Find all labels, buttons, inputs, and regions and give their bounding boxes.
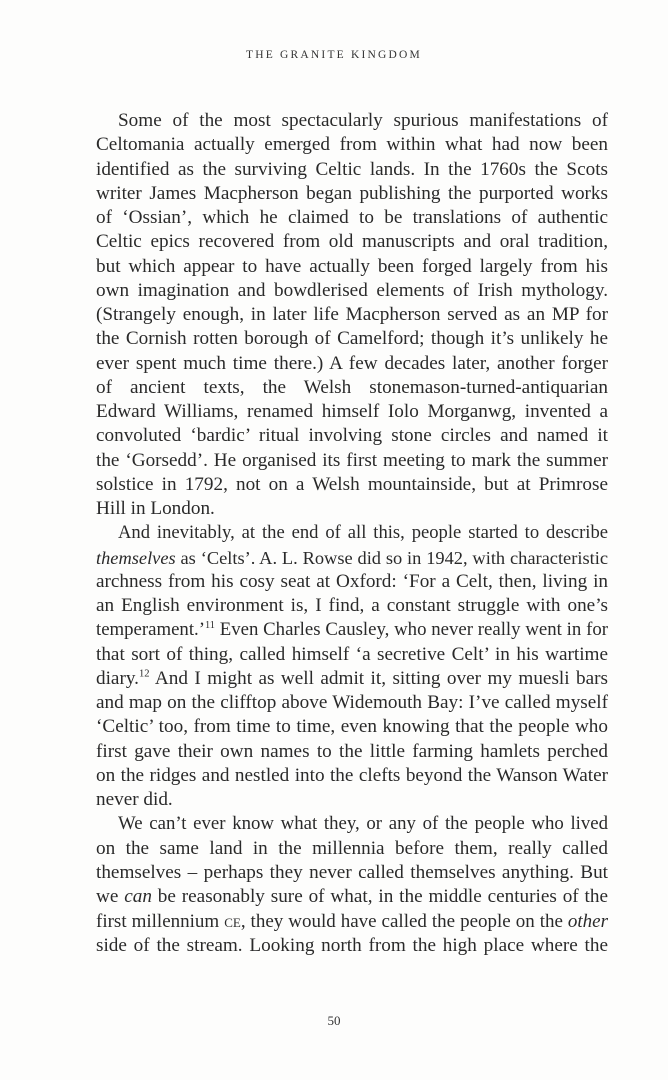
text-line: on the same land in the millennia before them, really called <box>96 837 608 859</box>
text-line: but which appear to have actually been forged largely from his <box>96 255 608 277</box>
text-line: that sort of thing, called himself ‘a secretive Celt’ in his wartime <box>96 643 608 665</box>
paragraph-2 <box>96 521 608 812</box>
italic-text: can <box>124 886 152 907</box>
text-line: convoluted ‘bardic’ ritual involving stone circles and named it <box>96 425 608 447</box>
text-line: themselves – perhaps they never called themselves anything. But <box>96 861 608 883</box>
text-line: the Cornish rotten borough of Camelford; though it’s unlikely he <box>96 328 608 350</box>
text-run: And I might as well admit it, sitting over my muesli bars <box>149 667 608 689</box>
italic-text: other <box>567 911 608 933</box>
text-line: Celtomania actually emerged from within what had now been <box>96 134 608 156</box>
text-run: diary. <box>96 667 139 689</box>
footnote-ref-11[interactable]: 11 <box>204 620 215 632</box>
text-line <box>96 546 608 570</box>
text-line: first gave their own names to the little farming hamlets perched <box>96 740 608 762</box>
text-line: identified as the surviving Celtic lands. In the 1760s the Scots <box>96 158 608 180</box>
text-line <box>96 909 608 933</box>
text-line: writer James Macpherson began publishing the purported works <box>96 182 608 204</box>
paragraph-3 <box>96 812 608 958</box>
text-line: of ancient texts, the Welsh stonemason-turned-antiquarian <box>96 376 608 398</box>
text-line: Edward Williams, renamed himself Iolo Morganwg, invented a <box>96 401 608 422</box>
text-line <box>96 618 608 642</box>
page-number: 50 <box>327 1013 341 1028</box>
text-line: solstice in 1792, not on a Welsh mountainside, but at Primrose <box>96 473 608 495</box>
paragraph-1 <box>96 109 608 521</box>
italic-text: themselves <box>96 547 176 568</box>
text-line: on the ridges and nestled into the clefts beyond the Wanson Water <box>96 764 608 786</box>
text-line: We can’t ever know what they, or any of the people who lived <box>118 813 608 835</box>
footnote-ref-12[interactable]: 12 <box>138 668 150 680</box>
text-run: first millennium <box>96 911 225 933</box>
text-line: the ‘Gorsedd’. He organised its first meeting to mark the summer <box>96 449 608 471</box>
text-line: ever spent much time there.) A few decades later, another forger <box>96 352 608 374</box>
text-line: never did. <box>96 789 173 810</box>
text-line: and map on the clifftop above Widemouth Bay: I’ve called myself <box>96 692 608 713</box>
body-text <box>96 109 608 958</box>
text-line: And inevitably, at the end of all this, people started to describe <box>118 522 608 544</box>
text-line: Some of the most spectacularly spurious manifestations of <box>118 110 608 131</box>
text-run: be reasonably sure of what, in the middle centuries of the <box>151 886 608 907</box>
text-line <box>96 667 608 691</box>
text-run: , they would have called the people on the <box>240 911 568 933</box>
text-line: an English environment is, I find, a constant struggle with one’s <box>96 595 608 616</box>
text-line: archness from his cosy seat at Oxford: ‘For a Celt, then, living in <box>96 570 608 592</box>
running-head: THE GRANITE KINGDOM <box>246 49 422 61</box>
text-line: own imagination and bowdlerised elements of Irish mythology. <box>96 279 608 301</box>
text-line <box>96 885 608 909</box>
text-run: we <box>96 886 125 907</box>
text-line: side of the stream. Looking north from the high place where the <box>96 934 608 956</box>
text-run: as ‘Celts’. A. L. Rowse did so in 1942, with characteristic <box>175 547 608 568</box>
text-line: ‘Celtic’ too, from time to time, even knowing that the people who <box>96 716 608 738</box>
text-run: Even Charles Causley, who never really went in for <box>214 619 608 641</box>
small-caps-text: ce <box>224 911 241 932</box>
text-run: temperament.’ <box>96 619 205 641</box>
text-line: Hill in London. <box>96 498 215 519</box>
text-line: (Strangely enough, in later life Macpherson served as an MP for <box>96 304 608 325</box>
text-line: of ‘Ossian’, which he claimed to be translations of authentic <box>96 207 608 228</box>
text-line: Celtic epics recovered from old manuscripts and oral tradition, <box>96 231 608 253</box>
